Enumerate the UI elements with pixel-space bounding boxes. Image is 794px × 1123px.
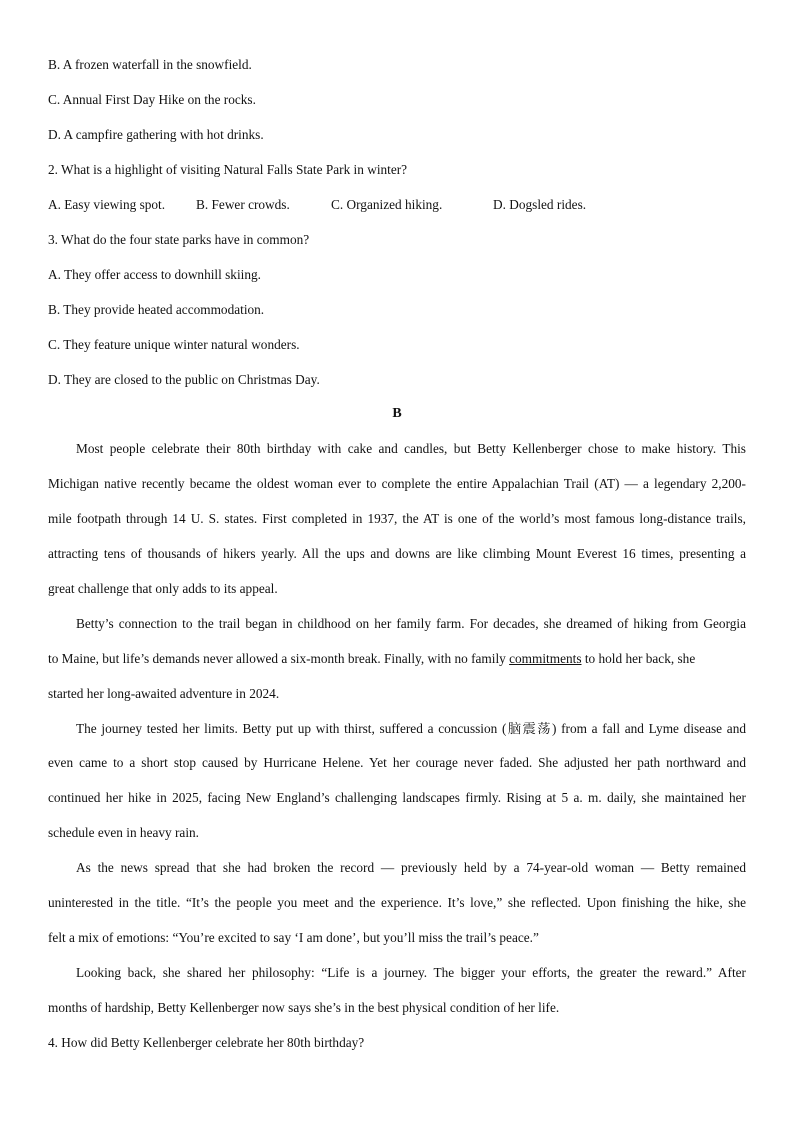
q3-option-c: C. They feature unique winter natural wonders. (48, 337, 300, 352)
p2-line-3: started her long-awaited adventure in 2024. (48, 686, 280, 701)
underlined-word-commitments: commitments (509, 651, 582, 666)
p4-line-1: As the news spread that she had broken the record — previously held by a 74-year-old woman — Betty remained (76, 860, 746, 875)
q2-option-b: B. Fewer crowds. (196, 197, 290, 212)
p3-line-3: continued her hike in 2025, facing New England’s challenging landscapes firmly. Rising at 5 a. m. daily, she maintained her (48, 790, 746, 805)
p1-line-4: attracting tens of thousands of hikers yearly. All the ups and downs are like climbing Mount Everest 16 times, presenting a (48, 546, 746, 561)
q3-option-d: D. They are closed to the public on Christmas Day. (48, 372, 320, 387)
p5-line-2: months of hardship, Betty Kellenberger now says she’s in the best physical condition of her life. (48, 1000, 560, 1015)
p1-line-2: Michigan native recently became the oldest woman ever to complete the entire Appalachian Trail (AT) — a legendary 2,200- (48, 476, 746, 491)
q2-option-d: D. Dogsled rides. (493, 197, 587, 212)
q3-option-b: B. They provide heated accommodation. (48, 302, 265, 317)
p1-line-5: great challenge that only adds to its appeal. (48, 581, 278, 596)
p5-line-1: Looking back, she shared her philosophy: “Life is a journey. The bigger your efforts, the greater the reward.” After (76, 965, 746, 980)
p2-line-2-end: to hold her back, she (581, 651, 696, 666)
q3-option-a: A. They offer access to downhill skiing. (48, 267, 261, 282)
p2-line-1: Betty’s connection to the trail began in childhood on her family farm. For decades, she dreamed of hiking from Georgia (76, 616, 746, 631)
p3-line-1: The journey tested her limits. Betty put up with thirst, suffered a concussion (脑震荡) from a fall and Lyme disease and (76, 721, 746, 736)
q4-question: 4. How did Betty Kellenberger celebrate her 80th birthday? (48, 1035, 365, 1050)
section-heading: B (392, 406, 402, 421)
p2-line-2 (48, 651, 746, 667)
q3-question: 3. What do the four state parks have in common? (48, 232, 310, 247)
p3-line-4: schedule even in heavy rain. (48, 825, 200, 840)
p4-line-2: uninterested in the title. “It’s the people you meet and the experience. It’s love,” she reflected. Upon finishing the hike, she (48, 895, 746, 910)
q2-options-row (48, 197, 748, 213)
q2-option-a: A. Easy viewing spot. (48, 197, 166, 212)
p1-line-1: Most people celebrate their 80th birthday with cake and candles, but Betty Kellenberger chose to make history. This (76, 441, 746, 456)
p2-line-2-start: to Maine, but life’s demands never allowed a six-month break. Finally, with no family (48, 651, 510, 666)
q1-option-c: C. Annual First Day Hike on the rocks. (48, 92, 256, 107)
q2-question: 2. What is a highlight of visiting Natural Falls State Park in winter? (48, 162, 408, 177)
p1-line-3: mile footpath through 14 U. S. states. First completed in 1937, the AT is one of the world’s most famous long-distance trails, (48, 511, 746, 526)
p3-line-2: even came to a short stop caused by Hurricane Helene. Yet her courage never faded. She adjusted her path northward and (48, 755, 746, 770)
q2-option-c: C. Organized hiking. (331, 197, 443, 212)
q1-option-d: D. A campfire gathering with hot drinks. (48, 127, 264, 142)
p4-line-3: felt a mix of emotions: “You’re excited to say ‘I am done’, but you’ll miss the trail’s peace.” (48, 930, 539, 945)
q1-option-b: B. A frozen waterfall in the snowfield. (48, 57, 252, 72)
